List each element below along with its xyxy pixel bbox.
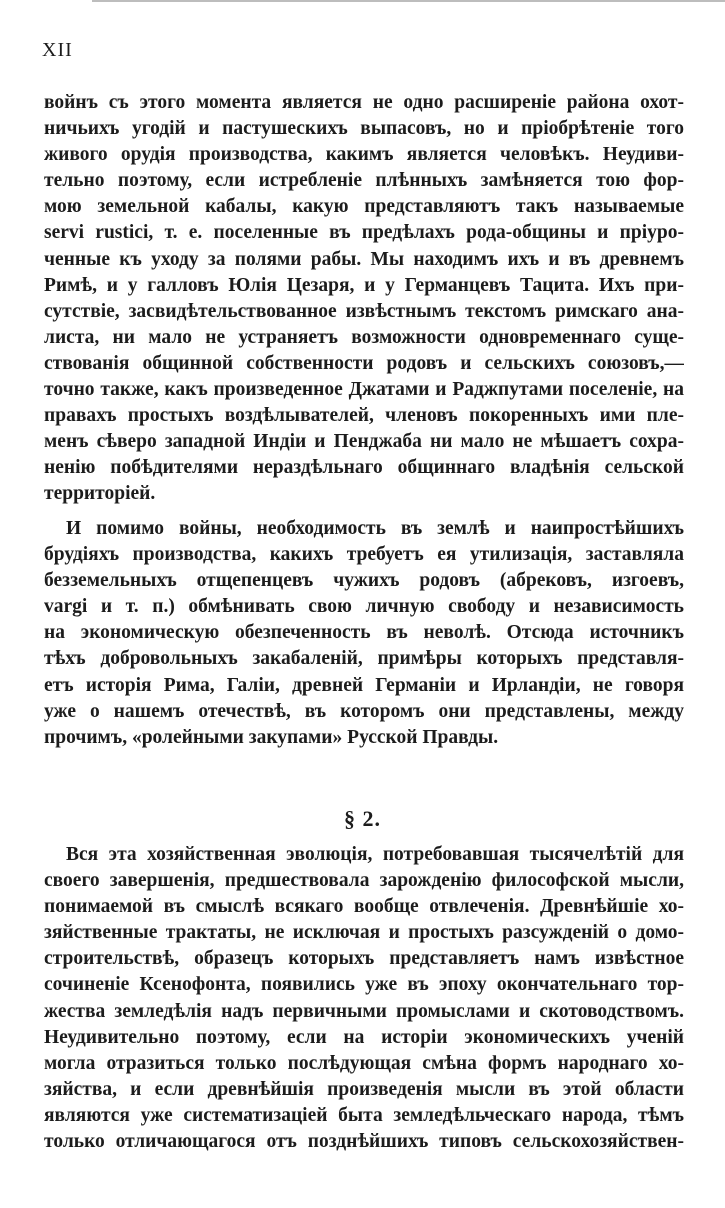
text-line: территоріей. [44,483,156,505]
paragraph-3 [44,842,684,1155]
text-line: только отличающагося отъ позднѣйшихъ типовъ сельскохозяйствен- [44,1131,684,1153]
text-line: могла отразиться только послѣдующая смѣна формъ народнаго хо- [44,1052,684,1074]
text-line: войнъ съ этого момента является не одно расширеніе района охот- [44,92,684,113]
text-line: прочимъ, «ролейными закупами» Русской Правды. [44,726,499,748]
text-line: являются уже систематизаціей быта земледѣльческаго народа, тѣмъ [44,1104,684,1126]
text-line: ченные къ уходу за полями рабы. Мы находимъ ихъ и въ древнемъ [44,248,684,270]
text-line: Неудивительно поэтому, если на исторіи экономическихъ ученій [44,1026,684,1048]
text-line: етъ исторія Рима, Галіи, древней Германіи и Ирландіи, не говоря [44,674,684,696]
text-line: строительствѣ, образецъ которыхъ представляетъ намъ извѣстное [44,948,684,970]
text-line: своего завершенія, предшествовала зарожденію философской мысли, [44,870,684,892]
text-line: точно также, какъ произведенное Джатами и Раджпутами поселеніе, на [44,379,684,401]
text-line: ненію побѣдителями нераздѣльнаго общиннаго владѣнія сельской [44,457,684,479]
text-line: сутствіе, засвидѣтельствованное извѣстнымъ текстомъ римскаго ана- [44,300,684,322]
text-line: ничьихъ угодій и пастушескихъ выпасовъ, но и пріобрѣтеніе того [44,118,684,140]
text-line: на экономическую обезпеченность въ неволѣ. Отсюда источникъ [44,622,684,644]
text-line: сочиненіе Ксенофонта, появились уже въ эпоху окончательнаго тор- [44,974,684,996]
text-line: servi rustici, т. е. поселенные въ предѣлахъ рода-общины и пріуро- [44,222,684,244]
text-line: тельно поэтому, если истребленіе плѣнныхъ замѣняется тою фор- [44,170,684,192]
text-line: жества земледѣлія надъ первичными промыслами и скотоводствомъ. [44,1000,684,1022]
text-line: Вся эта хозяйственная эволюція, потребовавшая тысячелѣтій для [66,844,684,865]
text-line: листа, ни мало не устраняетъ возможности одновременнаго суще- [44,326,684,348]
text-line: менъ сѣверо западной Индіи и Пенджаба ни мало не мѣшаетъ сохра- [44,431,684,453]
text-line: мою земельной кабалы, какую представляютъ такъ называемые [44,196,684,218]
text-line: vargi и т. п.) обмѣнивать свою личную свободу и независимость [44,596,684,618]
section-heading: § 2. [344,806,381,831]
page-number: XII [42,39,73,61]
text-line: живого орудія производства, какимъ является человѣкъ. Неудиви- [44,144,684,166]
text-line: брудіяхъ производства, какихъ требуетъ ея утилизація, заставляла [44,544,684,566]
text-line: Римѣ, и у галловъ Юлія Цезаря, и у Германцевъ Тацита. Ихъ при- [44,274,684,296]
text-line: правахъ простыхъ воздѣлывателей, членовъ покоренныхъ ими пле- [44,405,684,427]
text-line: тѣхъ добровольныхъ закабаленій, примѣры которыхъ представля- [44,648,684,670]
top-rule [92,0,725,2]
text-line: зяйства, и если древнѣйшія произведенія мысли въ этой области [44,1078,684,1100]
text-line: И помимо войны, необходимость въ землѣ и наипростѣйшихъ [66,518,684,539]
text-line: безземельныхъ отщепенцевъ чужихъ родовъ (абрековъ, изгоевъ, [44,570,684,592]
text-line: ствованія общинной собственности родовъ и сельскихъ союзовъ,— [44,352,684,374]
text-line: понимаемой въ смыслѣ всякаго вообще отвлеченія. Древнѣйшіе хо- [44,896,684,918]
text-line: уже о нашемъ отечествѣ, въ которомъ они представлены, между [44,700,684,722]
paragraph-2 [44,516,684,751]
text-line: зяйственные трактаты, не исключая и простыхъ разсужденій о домо- [44,922,684,944]
paragraph-1 [44,90,684,508]
